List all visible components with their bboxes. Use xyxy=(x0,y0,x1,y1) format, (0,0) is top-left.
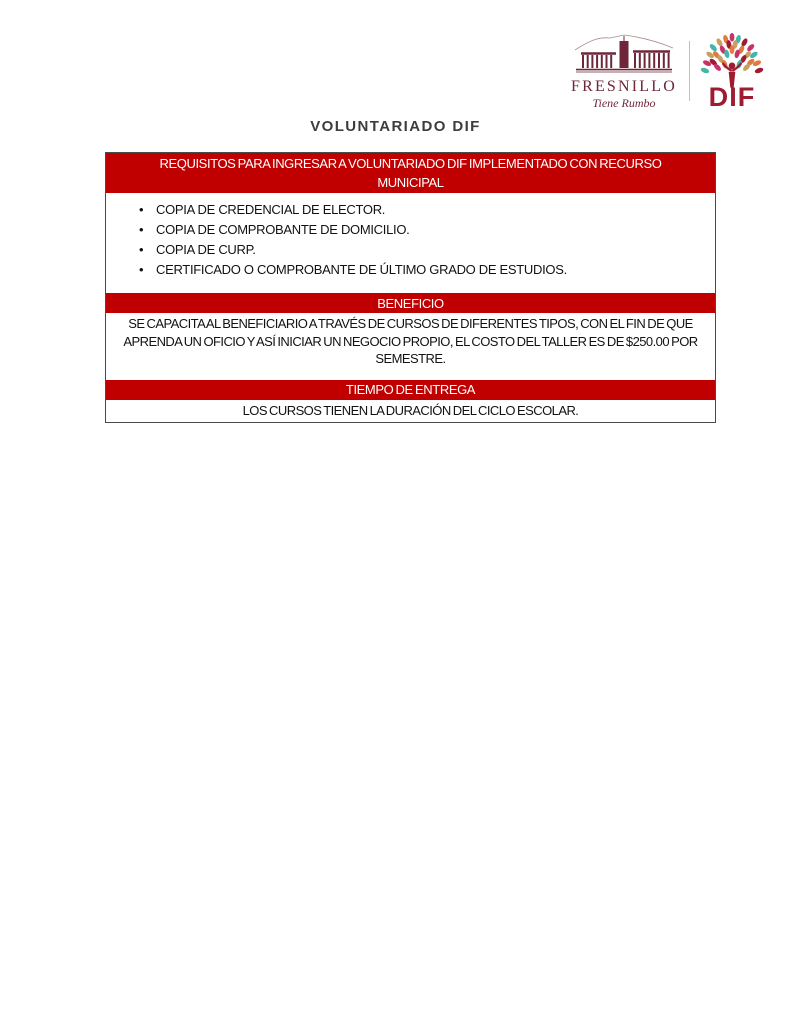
section-header-requisitos: REQUISITOS PARA INGRESAR A VOLUNTARIADO DIF IMPLEMENTADO CON RECURSO MUNICIPAL xyxy=(106,153,715,193)
fresnillo-wordmark: FRESNILLO xyxy=(570,78,678,95)
municipal-palace-building-icon xyxy=(572,32,676,74)
requirements-list-cell xyxy=(106,193,715,293)
dif-wordmark: DIF xyxy=(708,81,756,110)
requirements-table xyxy=(105,152,716,423)
logo-divider xyxy=(689,41,690,101)
page-title: VOLUNTARIADO DIF xyxy=(310,118,481,135)
fresnillo-tagline: Tiene Rumbo xyxy=(592,96,656,110)
requirement-item: • COPIA DE COMPROBANTE DE DOMICILIO. xyxy=(106,220,715,240)
dif-logo xyxy=(699,32,765,110)
requirements-list xyxy=(106,200,715,280)
requirement-item: • COPIA DE CURP. xyxy=(106,240,715,260)
fresnillo-logo xyxy=(568,32,680,110)
logo-header xyxy=(568,32,765,110)
section-header-beneficio: BENEFICIO xyxy=(106,293,715,313)
beneficio-body-text: SE CAPACITA AL BENEFICIARIO A TRAVÉS DE CURSOS DE DIFERENTES TIPOS, CON EL FIN DE QUE APRENDA UN OFICIO Y ASÍ INICIAR UN NEGOCIO PROPIO, EL COSTO DEL TALLER ES DE $250.00 POR SEMESTRE. xyxy=(123,316,698,366)
tree-of-colorful-leaves-with-person-icon xyxy=(699,32,765,110)
requirement-item: • COPIA DE CREDENCIAL DE ELECTOR. xyxy=(106,200,715,220)
section-header-tiempo-de-entrega: TIEMPO DE ENTREGA xyxy=(106,380,715,400)
requirement-item: • CERTIFICADO O COMPROBANTE DE ÚLTIMO GRADO DE ESTUDIOS. xyxy=(106,260,715,280)
tiempo-de-entrega-body-text: LOS CURSOS TIENEN LA DURACIÓN DEL CICLO ESCOLAR. xyxy=(242,402,579,418)
